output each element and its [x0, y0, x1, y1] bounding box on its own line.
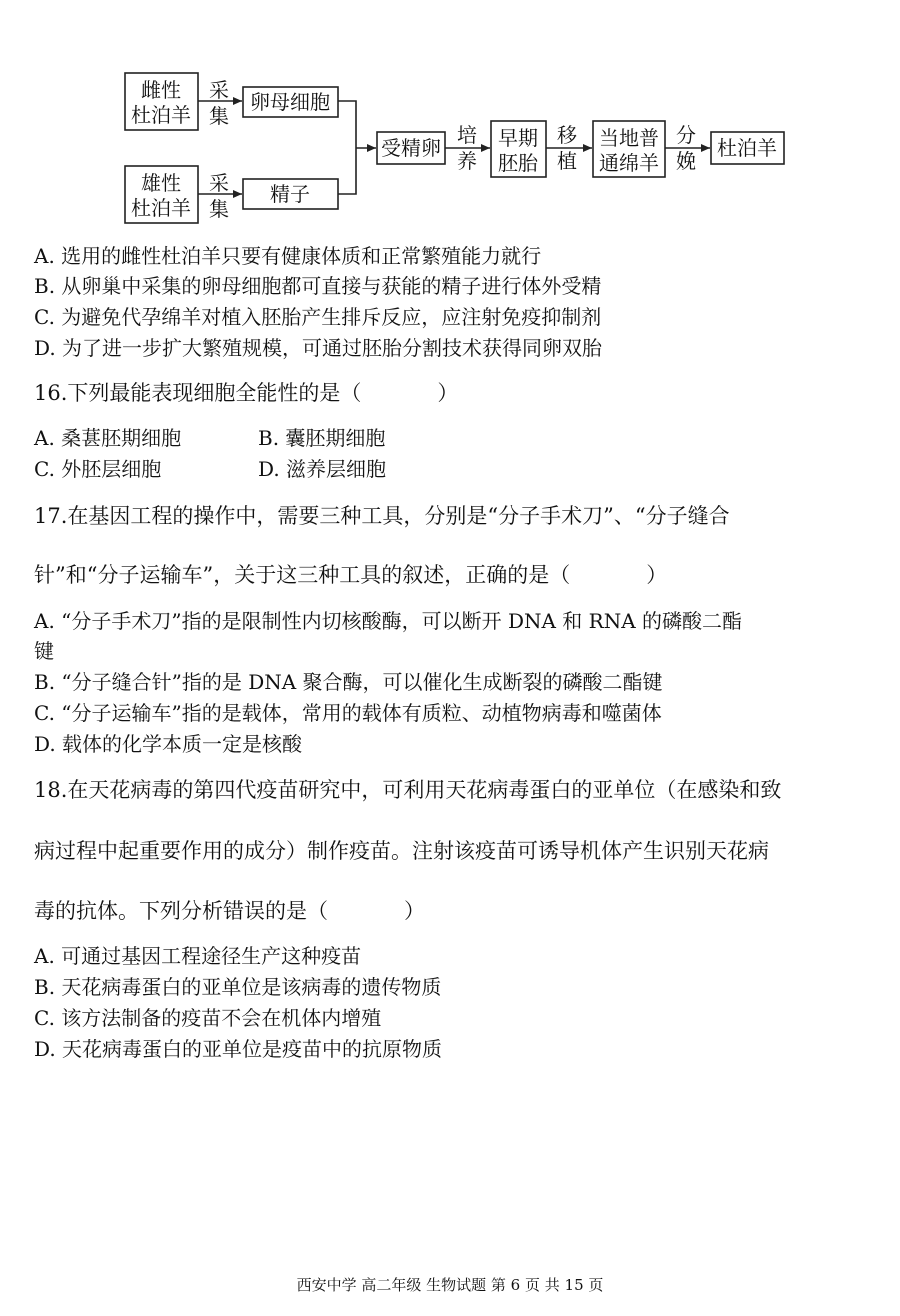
collect-bottom-1: 采: [209, 171, 229, 195]
sperm-label: 精子: [270, 182, 310, 206]
q17-stem-close: ）: [646, 563, 668, 587]
fertilized-egg-label: 受精卵: [381, 136, 441, 160]
q18-stem-close: ）: [404, 899, 425, 923]
collect-bottom-2: 集: [209, 197, 229, 221]
delivery-1: 分: [676, 123, 696, 147]
transplant-2: 植: [557, 149, 577, 173]
q16-option-c: C. 外胚层细胞: [34, 457, 162, 481]
q18-option-c: C. 该方法制备的疫苗不会在机体内增殖: [34, 1006, 382, 1030]
q15-option-d: D. 为了进一步扩大繁殖规模，可通过胚胎分割技术获得同卵双胎: [34, 336, 603, 360]
surrogate-2: 通绵羊: [599, 151, 659, 175]
male-sheep-label-2: 杜泊羊: [131, 196, 191, 220]
early-embryo-2: 胚胎: [498, 151, 538, 175]
delivery-2: 娩: [676, 149, 696, 173]
q16-option-b: B. 囊胚期细胞: [258, 426, 386, 450]
q18-option-b: B. 天花病毒蛋白的亚单位是该病毒的遗传物质: [34, 975, 442, 999]
collect-top-2: 集: [209, 104, 229, 128]
female-sheep-label-1: 雌性: [141, 78, 181, 102]
q16-option-a: A. 桑葚胚期细胞: [34, 426, 182, 450]
result-label: 杜泊羊: [717, 136, 777, 160]
q15-option-c: C. 为避免代孕绵羊对植入胚胎产生排斥反应，应注射免疫抑制剂: [34, 305, 602, 329]
q15-option-a: A. 选用的雌性杜泊羊只要有健康体质和正常繁殖能力就行: [34, 244, 542, 268]
q16-stem-text: 16.下列最能表现细胞全能性的是（: [34, 381, 362, 405]
q17-option-a-line1: A. “分子手术刀”指的是限制性内切核酸酶，可以断开 DNA 和 RNA 的磷酸二酯: [34, 609, 743, 633]
q18-option-a: A. 可通过基因工程途径生产这种疫苗: [34, 944, 362, 968]
q18-stem-line1: 18.在天花病毒的第四代疫苗研究中，可利用天花病毒蛋白的亚单位（在感染和致: [34, 778, 782, 802]
q17-option-c: C. “分子运输车”指的是载体，常用的载体有质粒、动植物病毒和噬菌体: [34, 701, 662, 725]
female-sheep-label-2: 杜泊羊: [131, 103, 191, 127]
q16-option-d: D. 滋养层细胞: [258, 457, 387, 481]
transplant-1: 移: [557, 123, 577, 147]
q17-option-b: B. “分子缝合针”指的是 DNA 聚合酶，可以催化生成断裂的磷酸二酯键: [34, 670, 663, 694]
male-sheep-label-1: 雄性: [141, 171, 181, 195]
q18-stem-text: 毒的抗体。下列分析错误的是（: [34, 899, 328, 923]
q17-stem-line2: [34, 561, 667, 589]
q16-stem-close: ）: [437, 381, 459, 405]
collect-top-1: 采: [209, 78, 229, 102]
q17-option-d: D. 载体的化学本质一定是核酸: [34, 732, 303, 756]
q18-option-d: D. 天花病毒蛋白的亚单位是疫苗中的抗原物质: [34, 1037, 443, 1061]
surrogate-1: 当地普: [599, 126, 659, 150]
oocyte-label: 卵母细胞: [250, 90, 330, 114]
merge-line-bottom: [338, 148, 356, 194]
q18-stem-line3: [34, 897, 425, 925]
culture-1: 培: [457, 123, 477, 147]
q16-stem: [34, 379, 458, 407]
q15-option-b: B. 从卵巢中采集的卵母细胞都可直接与获能的精子进行体外受精: [34, 274, 602, 298]
q18-stem-line2: 病过程中起重要作用的成分）制作疫苗。注射该疫苗可诱导机体产生识别天花病: [34, 839, 769, 863]
merge-line-top: [338, 101, 356, 148]
q17-stem-text: 针”和“分子运输车”，关于这三种工具的叙述，正确的是（: [34, 563, 571, 587]
early-embryo-1: 早期: [498, 126, 538, 150]
page-footer: 西安中学 高二年级 生物试题 第 6 页 共 15 页: [296, 1276, 604, 1294]
q17-option-a-line2: 键: [34, 639, 54, 663]
q17-stem-line1: 17.在基因工程的操作中，需要三种工具，分别是“分子手术刀”、“分子缝合: [34, 504, 730, 528]
culture-2: 养: [457, 149, 477, 173]
breeding-flow-diagram: [0, 0, 900, 235]
